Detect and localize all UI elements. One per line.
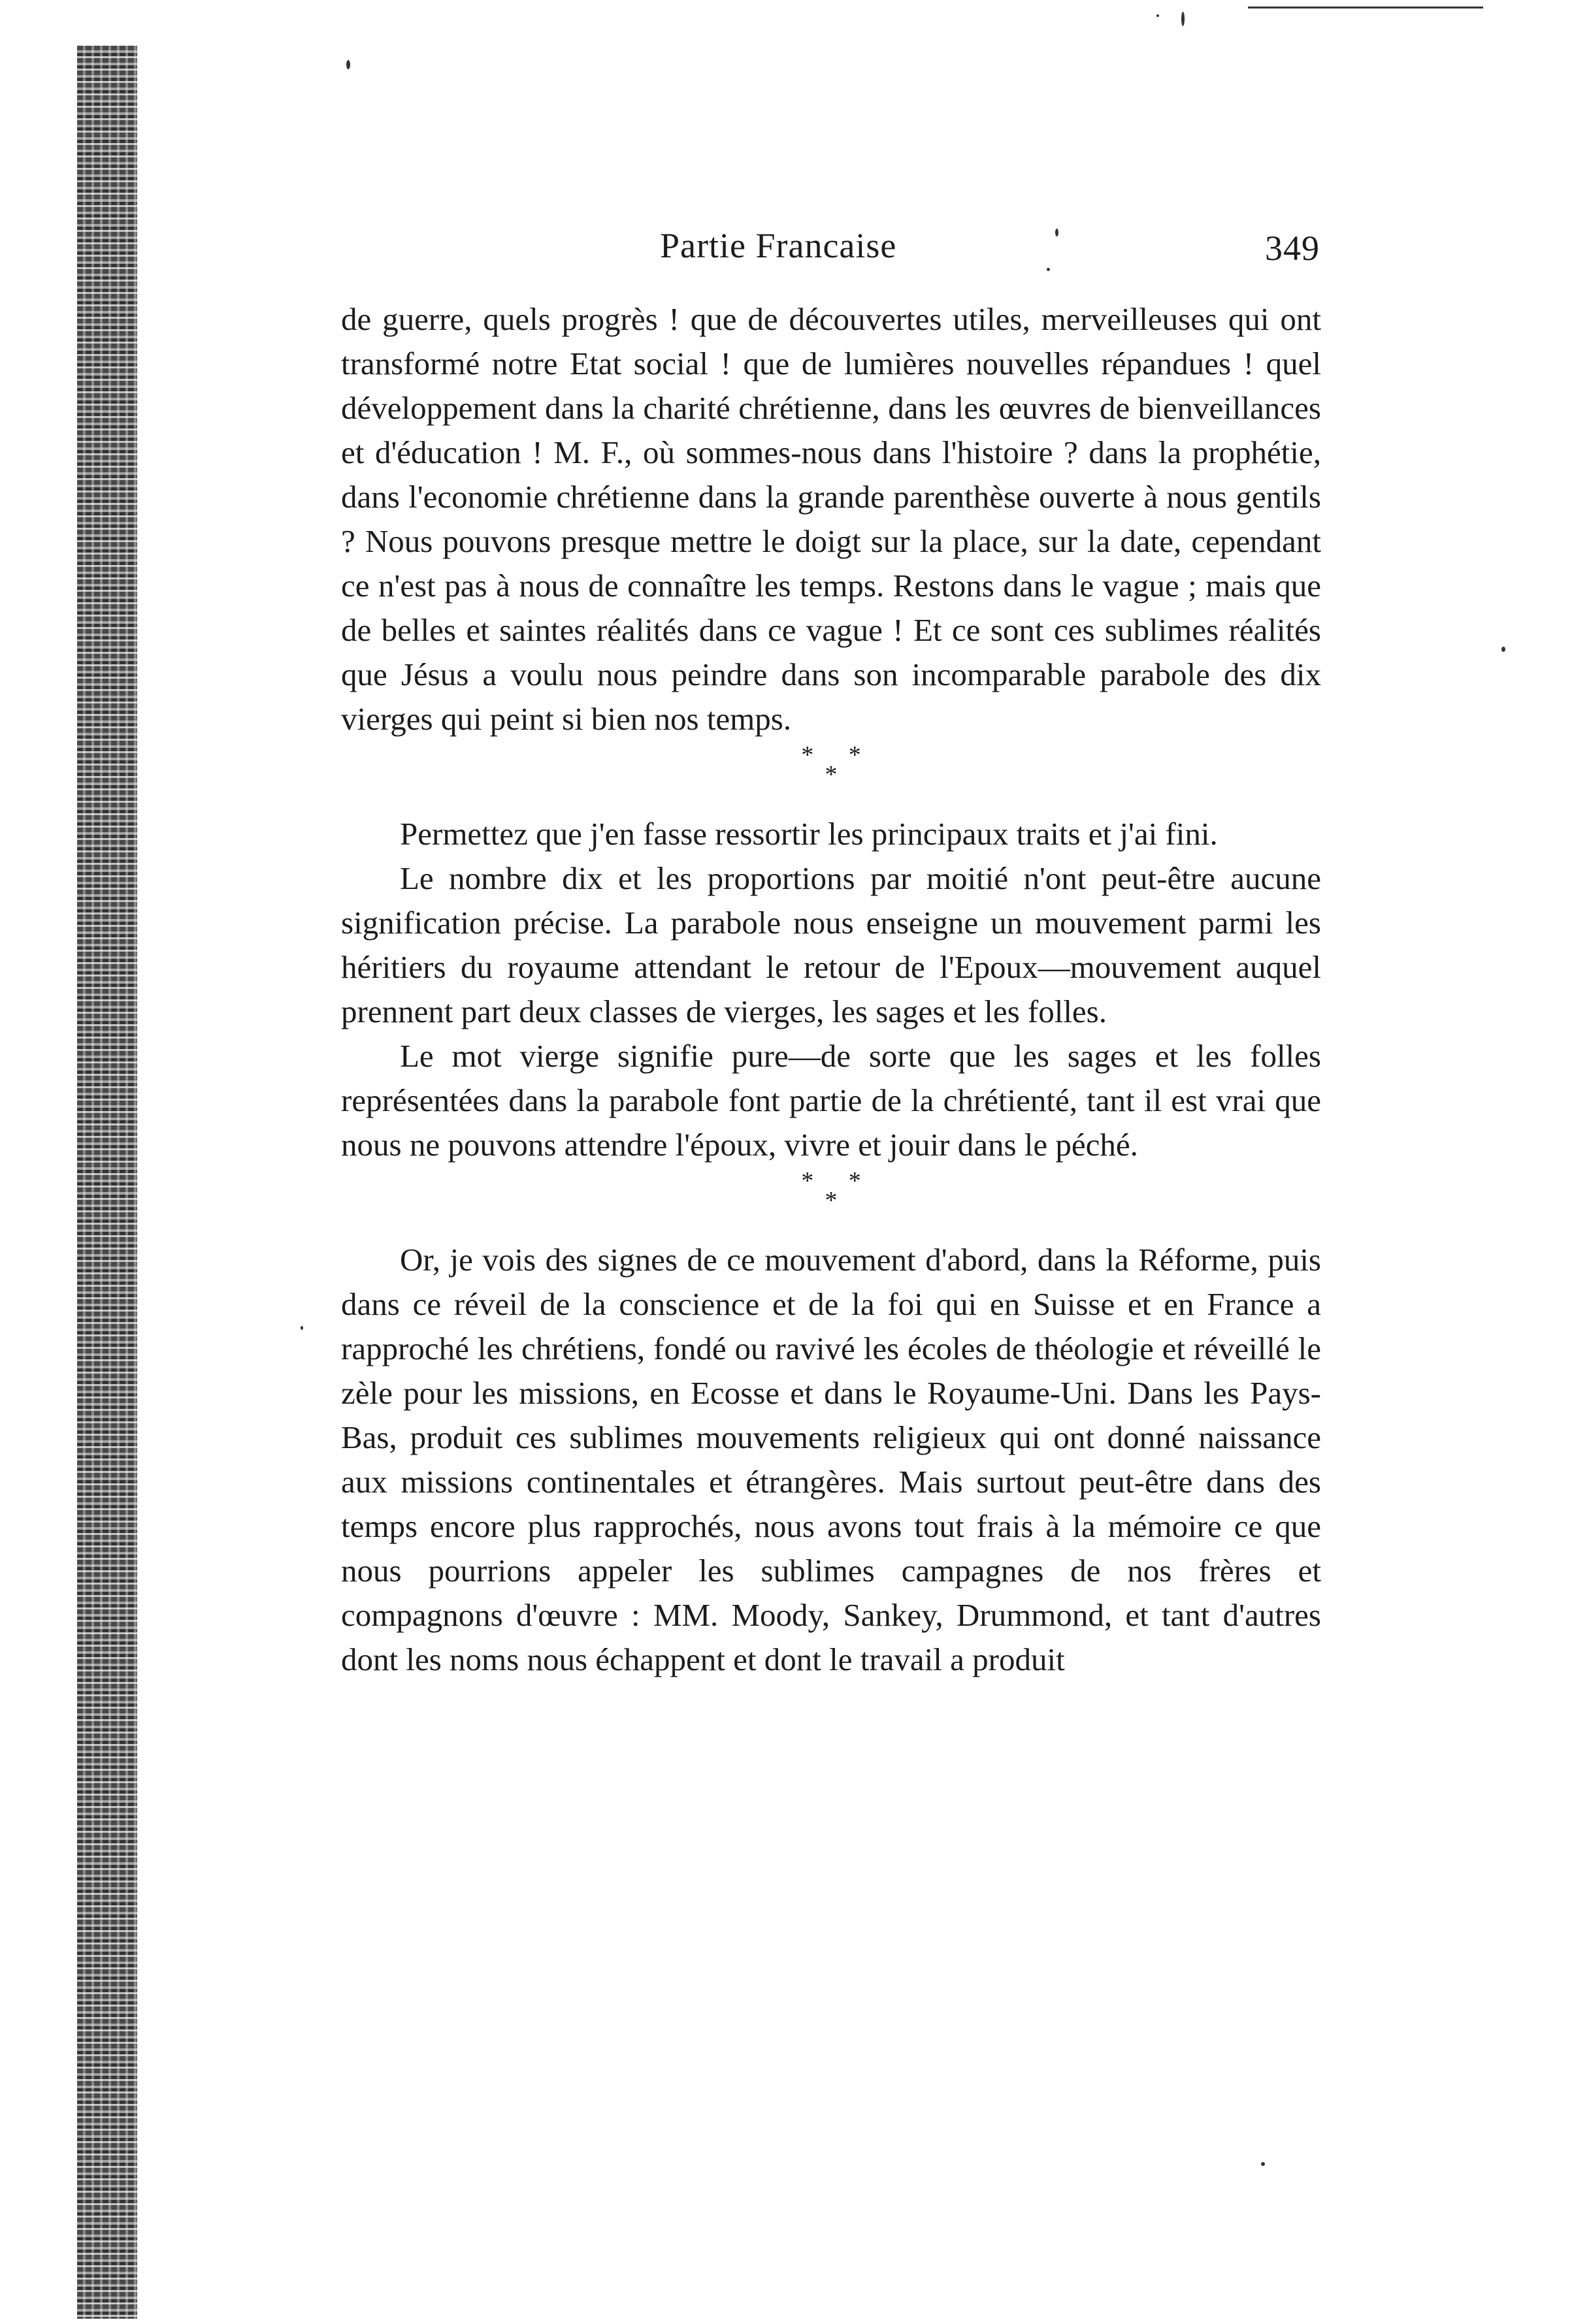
section-separator [341, 741, 1321, 790]
separator-stars-top: * * [801, 1167, 876, 1195]
separator-stars-bottom: * [825, 1187, 838, 1214]
speck [1156, 14, 1159, 17]
paragraph: Le mot vierge signifie pure—de sorte que les sages et les folles représentées dans la parabole font partie de la chrétienté, tant il est vrai que nous ne pouvons attendre l'époux, vivre et jouir dans le péché. [341, 1038, 1321, 1163]
paragraph: Permettez que j'en fasse ressortir les principaux traits et j'ai fini. [400, 816, 1218, 852]
speck [1181, 12, 1185, 26]
page-number: 349 [1265, 229, 1320, 268]
separator-stars-top: * * [801, 741, 876, 769]
running-title: Partie Francaise [660, 226, 897, 265]
speck [301, 1326, 303, 1330]
paragraph: de guerre, quels progrès ! que de découvertes utiles, merveilleuses qui ont transformé notre Etat social ! que de lumières nouvelles répandues ! quel développement dans la charité chrétienne, dans les œuvres de bienveillances et d'éducation ! M. F., où sommes-nous dans l'histoire ? dans la prophétie, dans l'economie chrétienne dans la grande parenthèse ouverte à nous gentils ? Nous pouvons presque mettre le doigt sur la place, sur la date, cependant ce n'est pas à nous de connaître les temps. Restons dans le vague ; mais que de belles et saintes réalités dans ce vague ! Et ce sont ces sublimes réalités que Jésus a voulu nous peindre dans son incomparable parabole des dix vierges qui peint si bien nos temps. [341, 301, 1321, 737]
page-header [660, 225, 1320, 284]
speck [1261, 2162, 1265, 2166]
top-rule [1248, 7, 1483, 8]
paragraph: Or, je vois des signes de ce mouvement d'abord, dans la Réforme, puis dans ce réveil de la conscience et de la foi qui en Suisse et en France a rapproché les chrétiens, fondé ou ravivé les écoles de théologie et réveillé le zèle pour les missions, en Ecosse et dans le Royaume-Uni. Dans les Pays-Bas, produit ces sublimes mouvements religieux qui ont donné naissance aux missions continentales et étrangères. Mais surtout peut-être dans des temps encore plus rapprochés, nous avons tout frais à la mémoire ce que nous pourrions appeler les sublimes campagnes de nos frères et compagnons d'œuvre : MM. Moody, Sankey, Drummond, et tant d'autres dont les noms nous échappent et dont le travail a produit [341, 1242, 1321, 1677]
speck [346, 60, 350, 69]
paragraph: Le nombre dix et les proportions par moitié n'ont peut-être aucune signification précise. La parabole nous enseigne un mouvement parmi les héritiers du royaume attendant le retour de l'Epoux—mouvement auquel prennent part deux classes de vierges, les sages et les folles. [341, 860, 1321, 1029]
separator-stars-bottom: * [825, 761, 838, 788]
body-text [341, 297, 1321, 1682]
speck [1501, 647, 1505, 652]
binding-edge [77, 46, 137, 2319]
section-separator [341, 1167, 1321, 1216]
